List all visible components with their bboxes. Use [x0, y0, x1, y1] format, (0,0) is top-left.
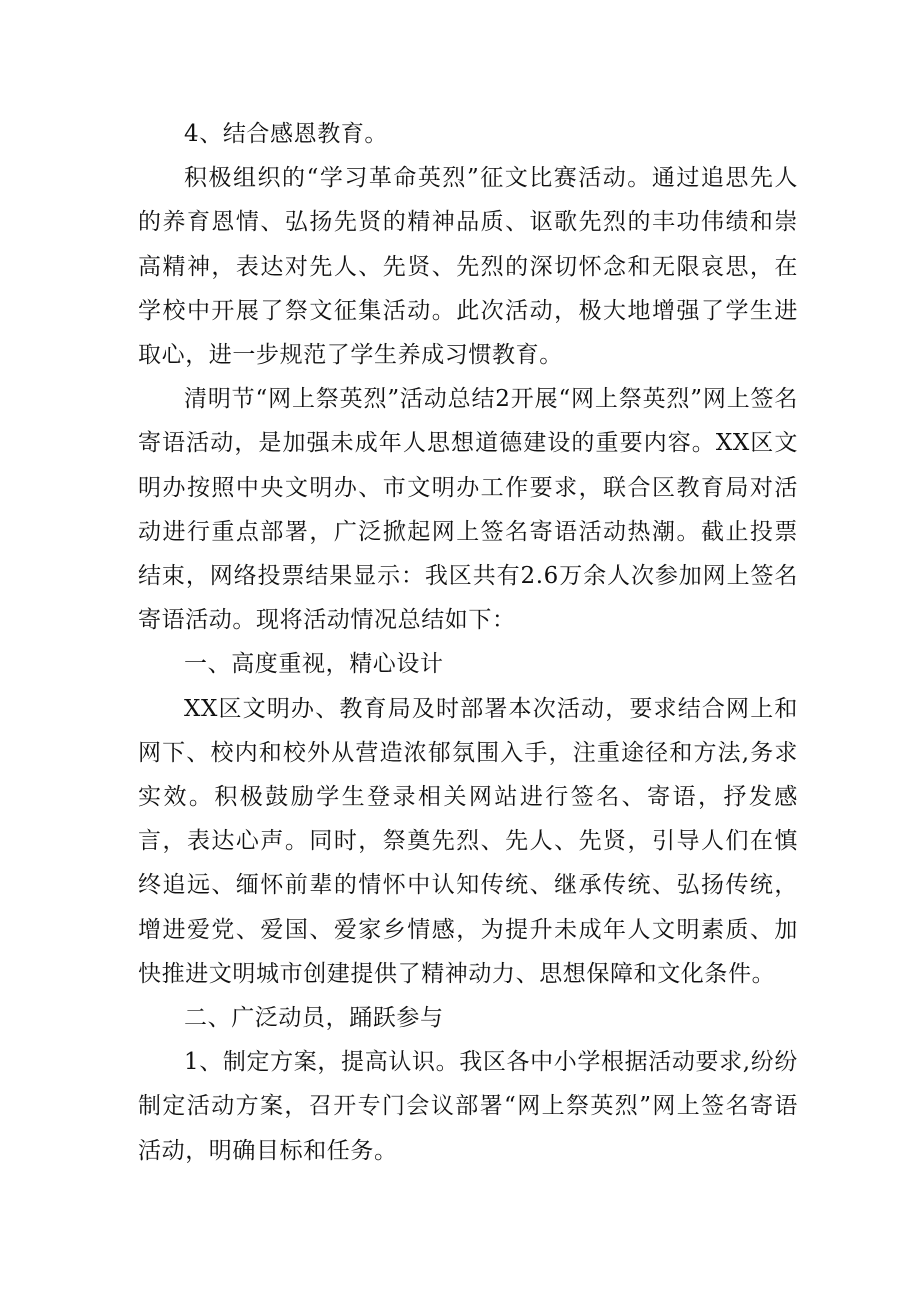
paragraph-gratitude-heading: 4、结合感恩教育。	[184, 121, 389, 147]
paragraph-plan: 1、制定方案，提高认识。我区各中小学根据活动要求,纷纷制定活动方案，召开专门会议部署“网上祭英烈”网上签名寄语活动，明确目标和任务。	[138, 1049, 798, 1164]
paragraph-essay-contest: 积极组织的“学习革命英烈”征文比赛活动。通过追思先人的养育恩情、弘扬先贤的精神品质、讴歌先烈的丰功伟绩和崇高精神，表达对先人、先贤、先烈的深切怀念和无限哀思，在学校中开展了祭文征集活动。此次活动，极大地增强了学生进取心，进一步规范了学生养成习惯教育。	[138, 165, 798, 369]
paragraph-summary-intro: 清明节“网上祭英烈”活动总结2开展“网上祭英烈”网上签名寄语活动，是加强未成年人思想道德建设的重要内容。XX区文明办按照中央文明办、市文明办工作要求，联合区教育局对活动进行重点部署，广泛掀起网上签名寄语活动热潮。截止投票结束，网络投票结果显示：我区共有2.6万余人次参加网上签名寄语活动。现将活动情况总结如下：	[138, 386, 798, 634]
section-heading-2: 二、广泛动员，踊跃参与	[184, 1005, 444, 1032]
paragraph-deployment: XX区文明办、教育局及时部署本次活动，要求结合网上和网下、校内和校外从营造浓郁氛围入手，注重途径和方法,务求实效。积极鼓励学生登录相关网站进行签名、寄语，抒发感言，表达心声。同时，祭奠先烈、先人、先贤，引导人们在慎终追远、缅怀前辈的情怀中认知传统、继承传统、弘扬传统，增进爱党、爱国、爱家乡情感，为提升未成年人文明素质、加快推进文明城市创建提供了精神动力、思想保障和文化条件。	[138, 695, 798, 987]
document-body	[138, 112, 798, 1173]
section-heading-1: 一、高度重视，精心设计	[184, 651, 444, 678]
